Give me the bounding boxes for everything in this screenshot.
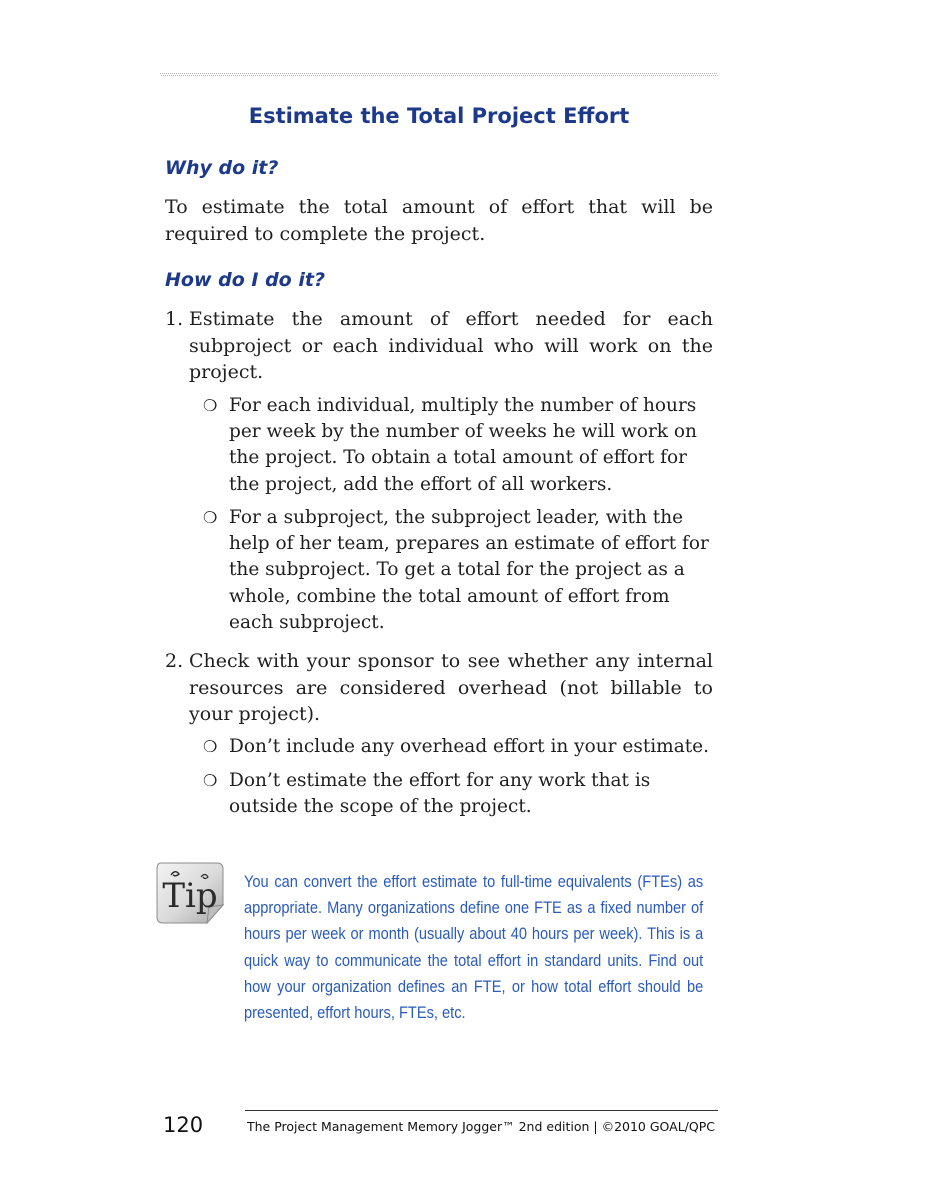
footer-rule (245, 1110, 718, 1111)
step-1 (165, 306, 713, 386)
step-2 (165, 648, 713, 728)
step-number: 2. (165, 650, 184, 672)
bullet-text: Don’t estimate the effort for any work that is outside the scope of the project. (229, 770, 651, 818)
step-2-bullet-2 (203, 768, 718, 820)
step-1-bullet-1 (203, 393, 718, 498)
step-2-bullet-1 (203, 734, 718, 760)
bullet-text: For each individual, multiply the number of hours per week by the number of weeks he will work on the project. To obtain a total amount of effort for the project, add the effort of all workers. (229, 395, 697, 495)
bullet-text: Don’t include any overhead effort in your estimate. (229, 736, 710, 757)
page-number: 120 (163, 1113, 204, 1137)
circle-bullet-icon: ❍ (203, 737, 218, 756)
bullet-text: For a subproject, the subproject leader, with the help of her team, prepares an estimate of effort for the subproject. To get a total for the project as a whole, combine the total amount of effort from each subproject. (229, 507, 709, 633)
tip-icon (155, 861, 227, 927)
step-text: Check with your sponsor to see whether any internal resources are considered overhead (not billable to your project). (189, 650, 713, 725)
footer-text: The Project Management Memory Jogger™ 2nd edition | ©2010 GOAL/QPC (247, 1119, 715, 1134)
tip-icon-label: Tip (162, 876, 218, 916)
circle-bullet-icon: ❍ (203, 508, 218, 527)
tip-text: You can convert the effort estimate to full-time equivalents (FTEs) as appropriate. Many organizations define one FTE as a fixed number of hours per week or month (usually about 40 hours per week). This is a quick way to communicate the total effort in standard units. Find out how your organization defines an FTE, or how total effort should be presented, effort hours, FTEs, etc. (244, 872, 704, 1023)
why-heading: Why do it? (165, 157, 279, 179)
step-1-bullet-2 (203, 505, 718, 636)
step-text: Estimate the amount of effort needed for each subproject or each individual who will work on the project. (189, 308, 713, 383)
top-dotted-rule (160, 73, 718, 77)
circle-bullet-icon: ❍ (203, 396, 218, 415)
why-paragraph: To estimate the total amount of effort that will be required to complete the project. (165, 196, 713, 245)
step-number: 1. (165, 308, 184, 330)
circle-bullet-icon: ❍ (203, 771, 218, 790)
how-heading: How do I do it? (165, 269, 325, 291)
page-title: Estimate the Total Project Effort (248, 104, 630, 128)
